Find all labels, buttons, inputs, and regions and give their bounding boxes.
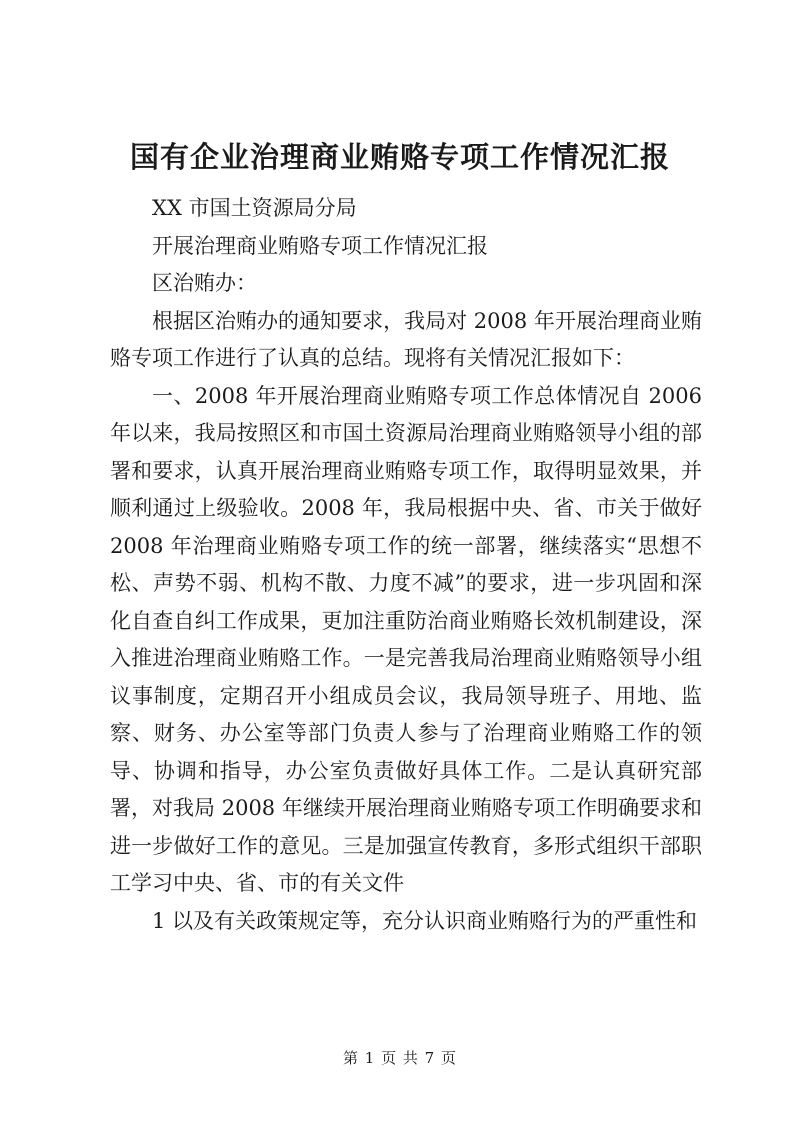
document-title: 国有企业治理商业贿赂专项工作情况汇报	[129, 140, 670, 174]
page-number-footer: 第 1 页 共 7 页	[343, 1049, 457, 1067]
paragraph-intro: 根据区治贿办的通知要求，我局对 2008 年开展治理商业贿赂专项工作进行了认真的总结。现将有关情况汇报如下：	[110, 308, 702, 370]
paragraph-subtitle: 开展治理商业贿赂专项工作情况汇报	[152, 233, 488, 258]
paragraph-salutation: 区治贿办：	[152, 271, 257, 295]
paragraph-section-1: 一、2008 年开展治理商业贿赂专项工作总体情况自 2006 年以来，我局按照区和市国土资源局治理商业贿赂领导小组的部署和要求，认真开展治理商业贿赂专项工作，取得明显效果，并顺利通过上级验收。2008 年，我局根据中央、省、市关于做好 2008 年治理商业贿赂专项工作的统一部署，继续落实“思想不松、声势不弱、机构不散、力度不减”的要求，进一步巩固和深化自查自纠工作成果，更加注重防治商业贿赂长效机制建设，深入推进治理商业贿赂工作。一是完善我局治理商业贿赂领导小组议事制度，定期召开小组成员会议，我局领导班子、用地、监察、财务、办公室等部门负责人参与了治理商业贿赂工作的领导、协调和指导，办公室负责做好具体工作。二是认真研究部署，对我局 2008 年继续开展治理商业贿赂专项工作明确要求和进一步做好工作的意见。三是加强宣传教育，多形式组织干部职工学习中央、省、市的有关文件	[110, 383, 702, 895]
paragraph-org-name: XX 市国土资源局分局	[152, 196, 357, 220]
paragraph-continuation: 1 以及有关政策规定等，充分认识商业贿赂行为的严重性和	[152, 908, 698, 933]
document-body	[110, 190, 702, 940]
